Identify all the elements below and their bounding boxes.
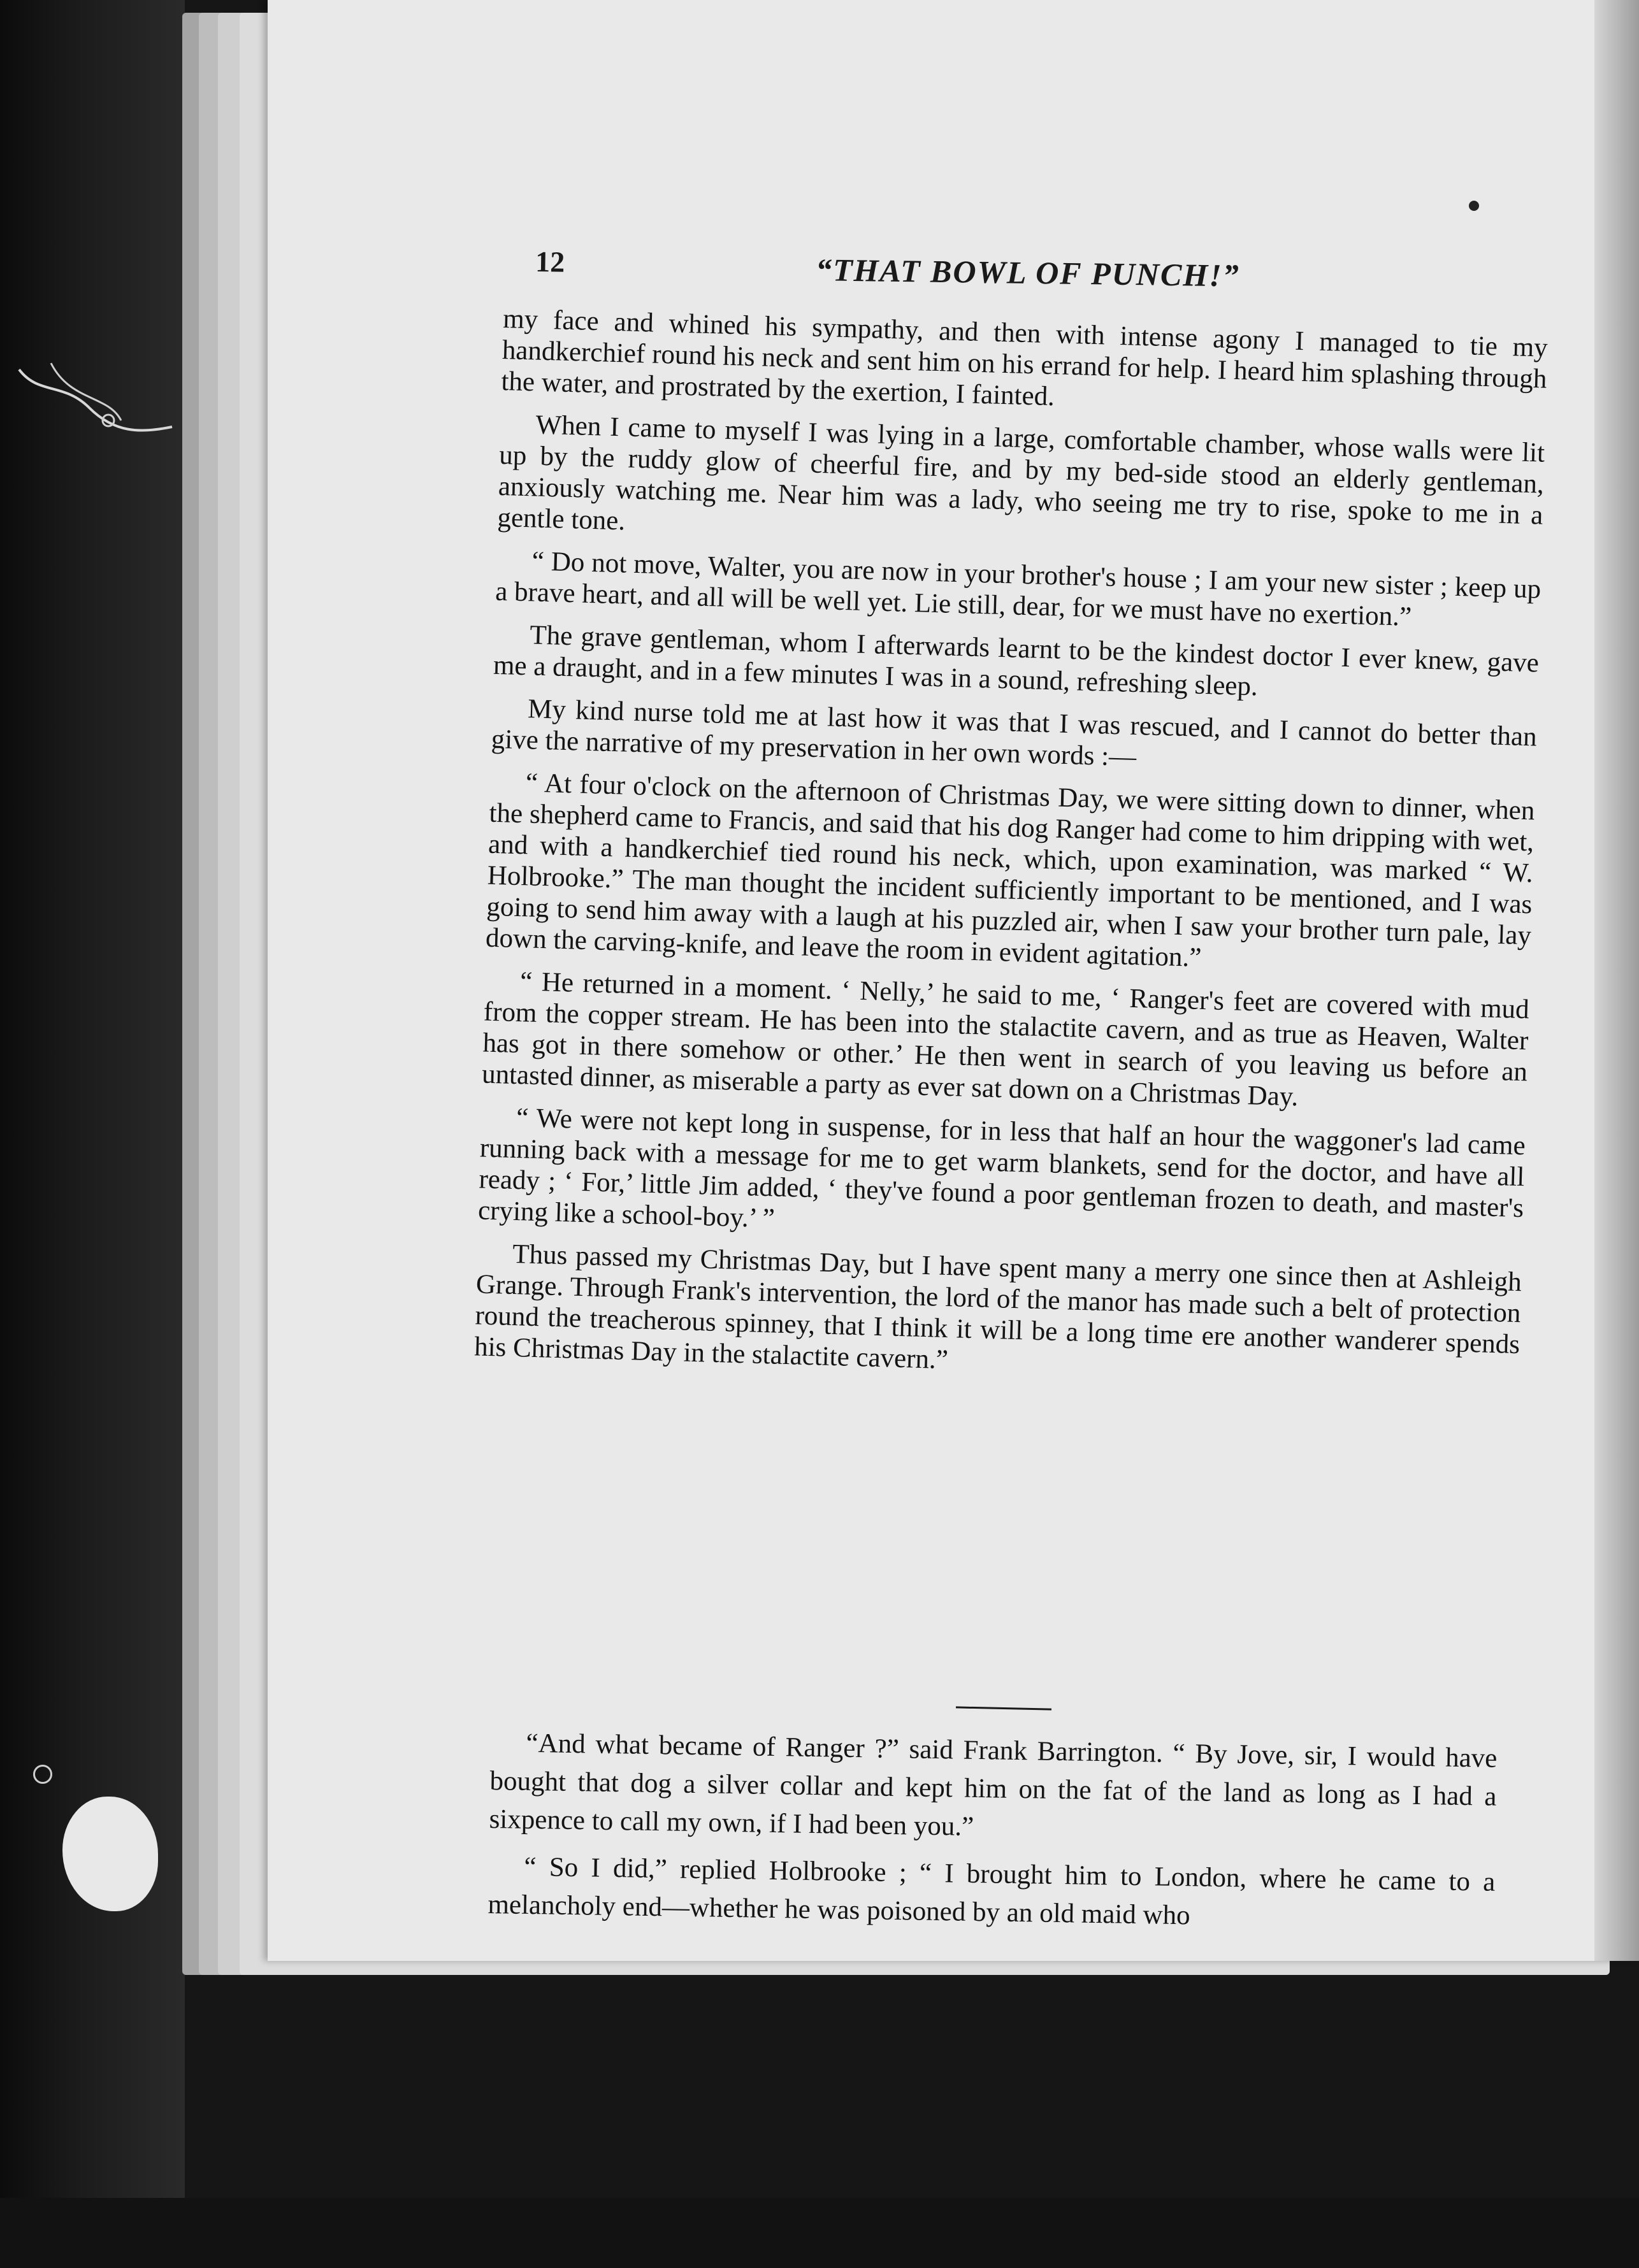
page-gutter-shadow — [1594, 0, 1639, 1961]
paragraph: my face and whined his sympathy, and then with intense agony I managed to tie my handkerchief round his neck and sent him on his errand for help. I heard him splashing through the water, and prostrated by the exertion, I fainted. — [500, 303, 1549, 412]
paragraph: My kind nurse told me at last how it was that I was rescued, and I cannot do better than give the narrative of my preservation in her own words :— — [491, 694, 1538, 772]
ink-speck — [1469, 201, 1479, 211]
scan-border-bottom — [0, 2198, 1639, 2268]
scan-dust-ring — [33, 1765, 52, 1784]
paragraph: “ At four o'clock on the afternoon of Christmas Day, we were sitting down to dinner, when the shepherd came to Francis, and said that his dog Ranger had come to him dripping with wet, and with a handkerchief tied round his neck, which, upon examination, was marked “ W. Holbrooke.” The man thought the incident sufficiently important to be mentioned, and I was going to send him away with a laugh at his puzzled air, when I saw your brother turn pale, lay down the carving-knife, and leave the room in evident agitation.” — [485, 768, 1536, 973]
paragraph: “ He returned in a moment. ‘ Nelly,’ he said to me, ‘ Ranger's feet are covered with mud from the copper stream. He has been into the stalactite cavern, and as true as Heaven, Walter has got in there somehow or other.’ He then went in search of you leaving us before an untasted dinner, as miserable a party as ever sat down on a Christmas Day. — [481, 966, 1530, 1112]
page-number: 12 — [535, 245, 565, 278]
paragraph: “ We were not kept long in suspense, for in less that half an hour the waggoner's lad came running back with a message for me to get warm blankets, send for the doctor, and have all ready ; ‘ For,’ little Jim added, ‘ they've found a poor gentleman frozen to death, and master's crying like a school-boy.’ ” — [477, 1103, 1526, 1234]
paragraph: Thus passed my Christmas Day, but I have spent many a merry one since then at Ashleigh Grange. Through Frank's intervention, the lord of the manor has made such a belt of protection round the treacherous spinney, that I think it will be a long time ere another wanderer spends his Christmas Day in the stalactite cavern.” — [473, 1238, 1522, 1375]
running-title: “THAT BOWL OF PUNCH!” — [815, 252, 1241, 294]
scan-border — [0, 0, 185, 2268]
paragraph: “And what became of Ranger ?” said Frank Barrington. “ By Jove, sir, I would have bought that dog a silver collar and kept him on the fat of the land as long as I had a sixpence to call my own, if I had been you.” — [489, 1728, 1498, 1842]
continuation-text — [487, 1724, 1498, 1940]
paragraph: The grave gentleman, whom I afterwards learnt to be the kindest doctor I ever knew, gave me a draught, and in a few minutes I was in a sound, refreshing sleep. — [493, 620, 1540, 702]
paragraph: “ So I did,” replied Holbrooke ; “ I brought him to London, where he came to a melancholy end—whether he was poisoned by an old maid who — [487, 1851, 1496, 1931]
paragraph: When I came to myself I was lying in a large, comfortable chamber, whose walls were lit up by the ruddy glow of cheerful fire, and by my bed-side stood an elderly gentleman, anxiously watching me. Near him was a lady, who seeing me try to rise, spoke to me in a gentle tone. — [496, 410, 1545, 536]
body-text — [474, 303, 1549, 1391]
scan-scratch-mark — [13, 357, 178, 459]
paragraph: “ Do not move, Walter, you are now in your brother's house ; I am your new sister ; keep up a brave heart, and all will be well yet. Lie still, dear, for we must have no exertion.” — [495, 546, 1542, 632]
